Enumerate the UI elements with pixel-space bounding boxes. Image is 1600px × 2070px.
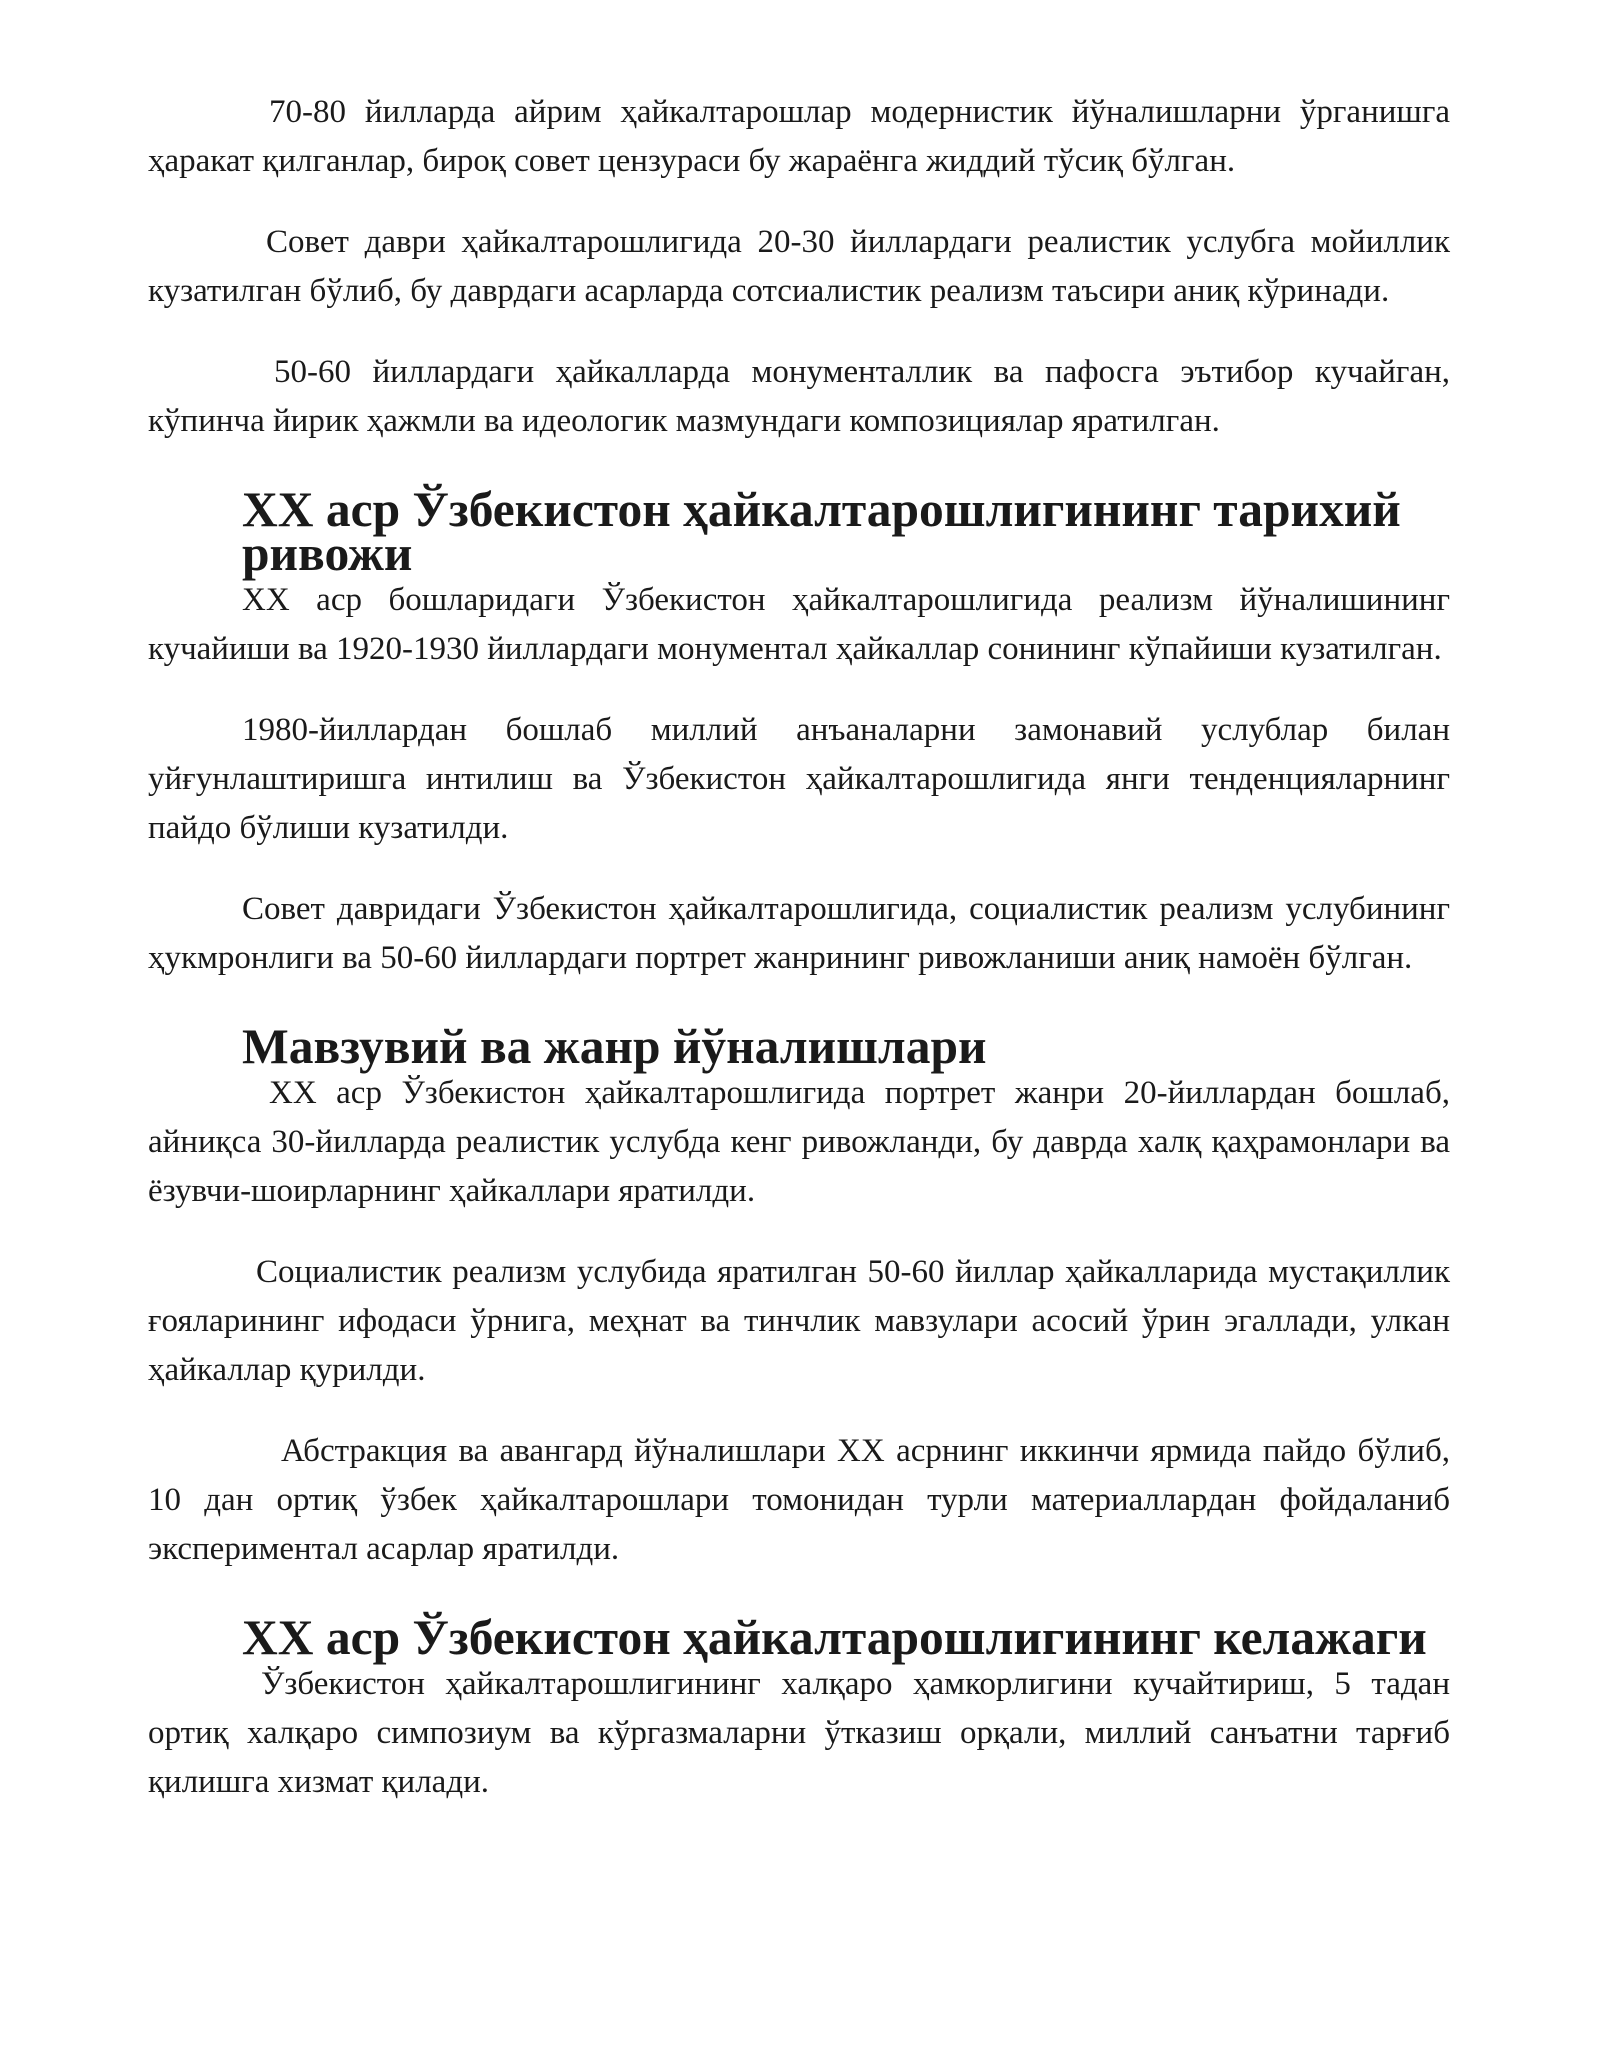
paragraph-labor-themes: Социалистик реализм услубида яратилган 50-60 йиллар ҳайкалларида мустақиллик ғояларининг ифодаси ўрнига, меҳнат ва тинчлик мавзулари асосий ўрин эгаллади, улкан ҳайкаллар қурилди.	[148, 1254, 1450, 1388]
paragraph-modernism: 70-80 йилларда айрим ҳайкалтарошлар модернистик йўналишларни ўрганишга ҳаракат қилганлар, бироқ совет цензураси бу жараёнга жиддий тўсиқ бўлган.	[148, 94, 1450, 179]
section-heading-future: XX аср Ўзбекистон ҳайкалтарошлигининг келажаги	[242, 1610, 1427, 1665]
paragraph-soviet-realism: Совет даври ҳайкалтарошлигида 20-30 йиллардаги реалистик услубга мойиллик кузатилган бўлиб, бу даврдаги асарларда сотсиалистик реализм таъсири аниқ кўринади.	[148, 224, 1450, 309]
section-heading-history: XX аср Ўзбекистон ҳайкалтарошлигининг тарихий ривожи	[242, 482, 1401, 581]
document-page	[148, 88, 1450, 1807]
paragraph-portrait-development: XX аср Ўзбекистон ҳайкалтарошлигида портрет жанри 20-йиллардан бошлаб, айниқса 30-йилларда реалистик услубда кенг ривожланди, бу даврда халқ қаҳрамонлари ва ёзувчи-шоирларнинг ҳайкаллари яратилди.	[148, 1075, 1450, 1209]
paragraph-1980s-trends: 1980-йиллардан бошлаб миллий анъаналарни замонавий услублар билан уйғунлаштиришга интилиш ва Ўзбекистон ҳайкалтарошлигида янги тенденцияларнинг пайдо бўлиши кузатилди.	[148, 712, 1450, 846]
paragraph-international-cooperation: Ўзбекистон ҳайкалтарошлигининг халқаро ҳамкорлигини кучайтириш, 5 тадан ортиқ халқаро симпозиум ва кўргазмаларни ўтказиш орқали, миллий санъатни тарғиб қилишга хизмат қилади.	[148, 1666, 1450, 1800]
paragraph-abstraction: Абстракция ва авангард йўналишлари XX асрнинг иккинчи ярмида пайдо бўлиб, 10 дан ортиқ ўзбек ҳайкалтарошлари томонидан турли материаллардан фойдаланиб экспериментал асарлар яратилди.	[148, 1433, 1450, 1567]
paragraph-early-realism: XX аср бошларидаги Ўзбекистон ҳайкалтарошлигида реализм йўналишининг кучайиши ва 1920-1930 йиллардаги монументал ҳайкаллар сонининг кўпайиши кузатилган.	[148, 582, 1450, 667]
paragraph-monumentalism: 50-60 йиллардаги ҳайкалларда монументаллик ва пафосга эътибор кучайган, кўпинча йирик ҳажмли ва идеологик мазмундаги композициялар яратилган.	[148, 354, 1450, 439]
section-heading-genres: Мавзувий ва жанр йўналишлари	[242, 1019, 987, 1074]
paragraph-portrait-genre: Совет давридаги Ўзбекистон ҳайкалтарошлигида, социалистик реализм услубининг ҳукмронлиги ва 50-60 йиллардаги портрет жанрининг ривожланиши аниқ намоён бўлган.	[148, 891, 1450, 976]
